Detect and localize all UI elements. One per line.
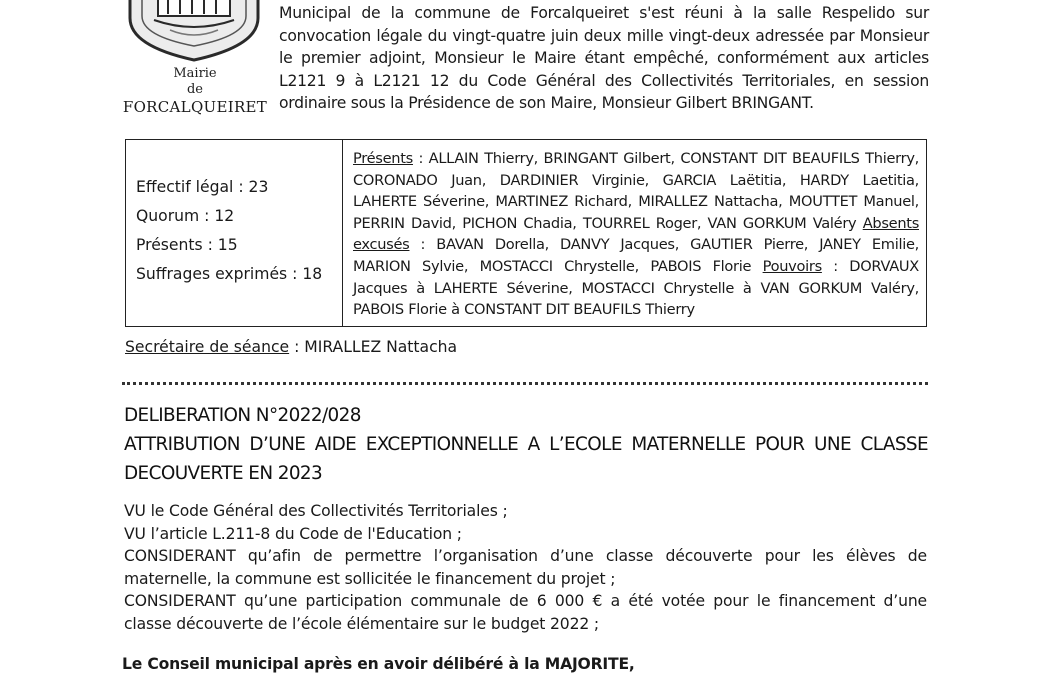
- body-paragraph: CONSIDERANT qu’une participation communale de 6 000 € a été votée pour le financement d’une classe découverte de l’école élémentaire sur le budget 2022 ;: [124, 592, 927, 633]
- attendance-divider: [342, 140, 343, 326]
- stat-suffrages: Suffrages exprimés : 18: [136, 265, 323, 283]
- deliberation-subject: ATTRIBUTION D’UNE AIDE EXCEPTIONNELLE A L’ECOLE MATERNELLE POUR UNE CLASSE DECOUVERTE EN 2023: [124, 434, 928, 484]
- stat-quorum: Quorum : 12: [136, 207, 235, 225]
- secretaire-value: : MIRALLEZ Nattacha: [289, 338, 458, 356]
- presents-text: : ALLAIN Thierry, BRINGANT Gilbert, CONSTANT DIT BEAUFILS Thierry, CORONADO Juan, DARDINIER Virginie, GARCIA Laëtitia, HARDY Laetitia, LAHERTE Séverine, MARTINEZ Richard, MIRALLEZ Nattacha, MOUTTET Manuel, PERRIN David, PICHON Chadia, TOURREL Roger, VAN GORKUM Valéry: [353, 150, 919, 232]
- secretaire-line: [125, 338, 457, 356]
- conclusion-line: Le Conseil municipal après en avoir délibéré à la MAJORITE,: [122, 655, 635, 673]
- mairie-de: de: [186, 82, 203, 97]
- presence-list: [353, 148, 919, 321]
- pouvoirs-label: Pouvoirs: [762, 257, 822, 275]
- intro-paragraph: Municipal de la commune de Forcalqueiret s'est réuni à la salle Respelido sur convocation légale du vingt-quatre juin deux mille vingt-deux adressée par Monsieur le premier adjoint, Monsieur le Maire étant empêché, conformément aux articles L2121 9 à L2121 12 du Code Général des Collectivités Territoriales, en session ordinaire sous la Présidence de son Maire, Monsieur Gilbert BRINGANT.: [279, 4, 929, 113]
- absents-text: : BAVAN Dorella, DANVY Jacques, GAUTIER Pierre, JANEY Emilie, MARION Sylvie, MOSTACCI Chrystelle, PABOIS Florie: [353, 236, 919, 275]
- mairie-label: [120, 66, 270, 98]
- stat-presents: Présents : 15: [136, 236, 238, 254]
- absents-label: Absents excusés: [353, 214, 919, 254]
- pouvoirs-text: : DORVAUX Jacques à LAHERTE Séverine, MOSTACCI Chrystelle à VAN GORKUM Valéry, PABOIS Florie à CONSTANT DIT BEAUFILS Thierry: [353, 257, 919, 319]
- body-paragraph: VU le Code Général des Collectivités Territoriales ;: [124, 502, 508, 520]
- presents-label: Présents: [353, 150, 413, 167]
- body-paragraph: CONSIDERANT qu’afin de permettre l’organisation d’une classe découverte pour les élèves de maternelle, la commune est sollicitée le financement du projet ;: [124, 547, 927, 588]
- attendance-box: [125, 139, 927, 327]
- deliberation-body: [124, 500, 927, 636]
- attendance-stats: [136, 173, 336, 289]
- mairie-word: Mairie: [173, 66, 217, 81]
- stat-effectif: Effectif légal : 23: [136, 178, 269, 196]
- body-paragraph: VU l’article L.211-8 du Code de l'Education ;: [124, 524, 462, 543]
- deliberation-number: DELIBERATION N°2022/028: [124, 405, 361, 426]
- secretaire-label: Secrétaire de séance: [125, 338, 290, 356]
- deliberation-title: [124, 401, 928, 488]
- coat-of-arms-icon: [124, 0, 264, 62]
- commune-name: FORCALQUEIRET: [122, 98, 268, 116]
- dotted-separator: [122, 382, 928, 385]
